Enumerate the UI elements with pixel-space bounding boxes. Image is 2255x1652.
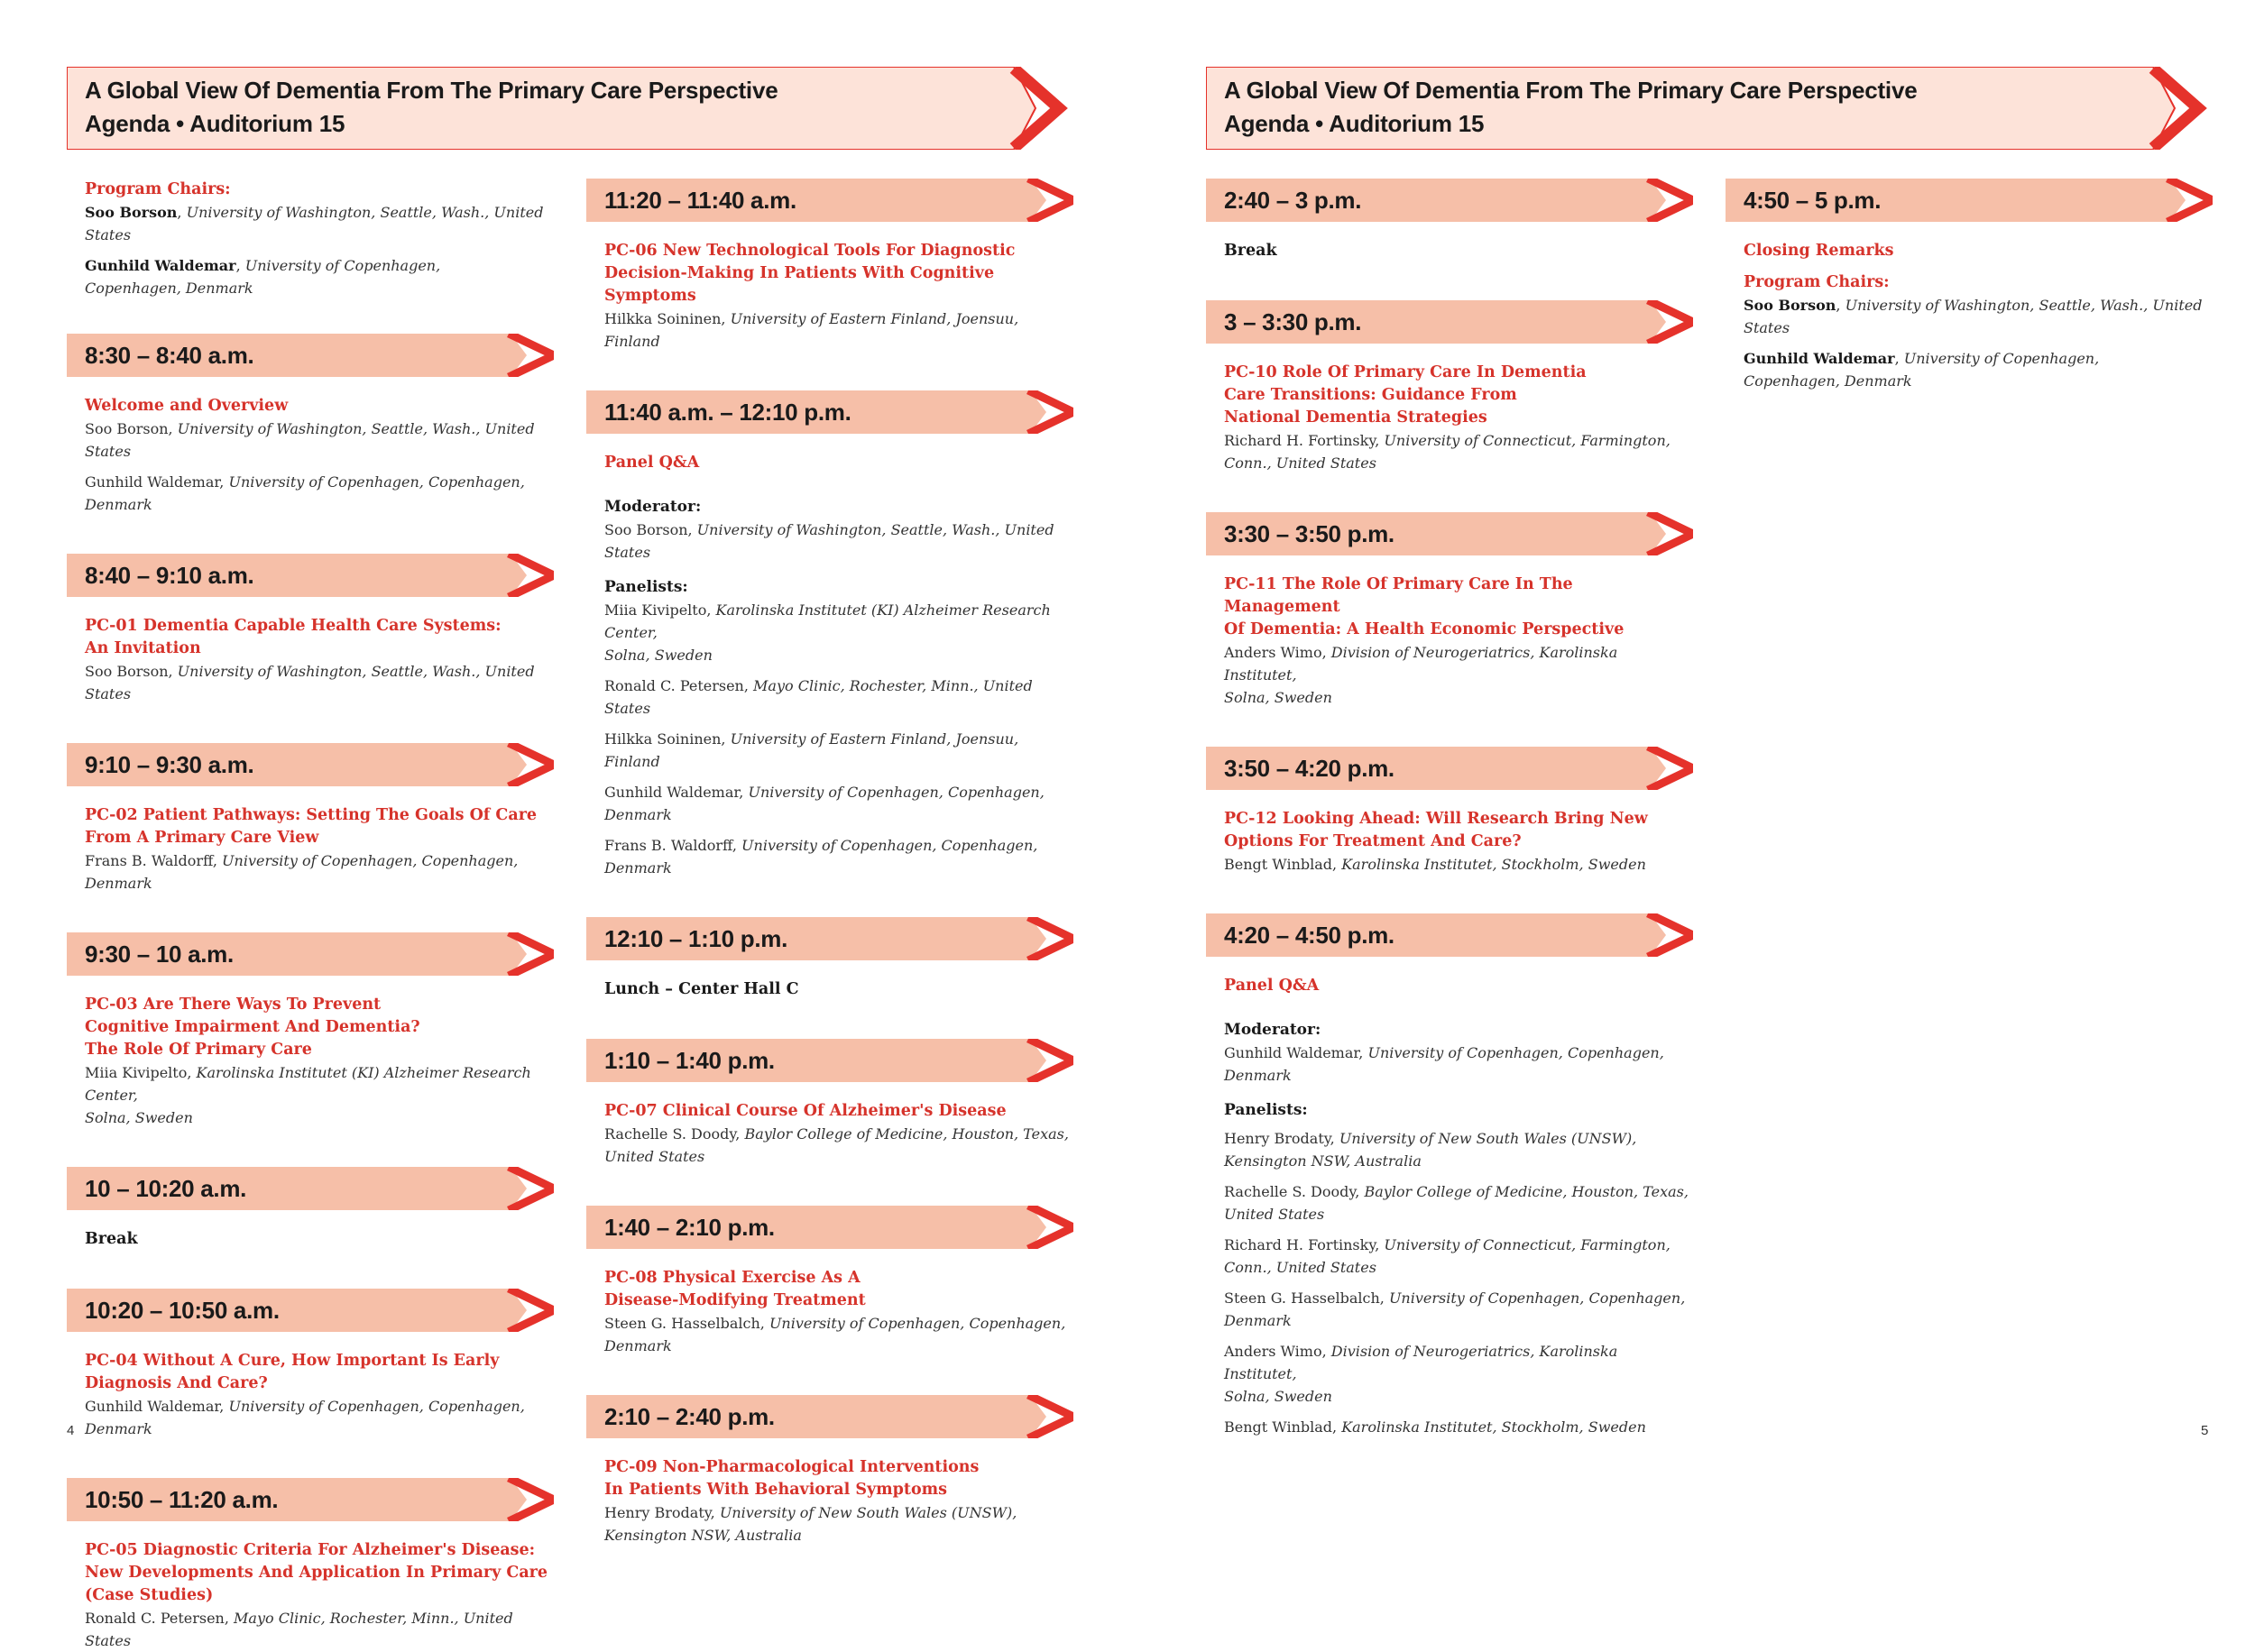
panelists-label: Panelists: [604,578,688,596]
session-block [67,1539,554,1652]
panelist: Bengt Winblad, Karolinska Institutet, Stockholm, Sweden [1224,1418,1646,1436]
speaker-affiliation: University of Eastern Finland, Joensuu, Finland [604,730,1019,770]
column-3 [1206,179,1693,1438]
session-block [586,1267,1073,1357]
panelist: Gunhild Waldemar, University of Copenhagen, Copenhagen, Denmark [604,784,1045,823]
header-title: A Global View Of Dementia From The Primary Care Perspective [1224,77,1918,104]
time-banner [67,554,554,597]
speaker-affiliation: Mayo Clinic, Rochester, Minn., United States [85,1610,513,1649]
speaker-affiliation: University of Eastern Finland, Joensuu, Finland [604,310,1019,350]
session-block [586,1100,1073,1168]
speaker-name: Bengt Winblad [1224,856,1333,873]
left-page-header [67,67,1068,150]
time-label: 1:40 – 2:10 p.m. [604,1214,775,1241]
time-banner [1726,179,2213,222]
speaker-name: Soo Borson [85,420,169,437]
speaker-name: Soo Borson [604,521,688,538]
speaker-name: Ronald C. Petersen [85,1610,225,1627]
panelist: Richard H. Fortinsky, University of Connecticut, Farmington, Conn., United States [1224,1236,1671,1276]
time-label: 9:30 – 10 a.m. [85,941,234,968]
session-title: PC-05 Diagnostic Criteria For Alzheimer's Disease: New Developments And Application In Primary Care (Case Studies) [85,1541,548,1604]
time-banner [67,932,554,976]
session-title: Welcome and Overview [85,397,289,415]
speaker-name: Steen G. Hasselbalch [604,1315,760,1332]
speaker-name: Hilkka Soininen [604,310,722,327]
session-block [67,615,554,705]
time-banner [1206,512,1693,555]
moderator-label: Moderator: [604,498,702,516]
speaker-name: Henry Brodaty [604,1504,711,1521]
session-block [67,1228,554,1251]
time-label: 4:20 – 4:50 p.m. [1224,922,1394,949]
panelist: Henry Brodaty, University of New South Wales (UNSW), Kensington NSW, Australia [1224,1130,1637,1170]
panelist: Miia Kivipelto, Karolinska Institutet (KI) Alzheimer Research Center, Solna, Sweden [604,601,1051,664]
chair-affiliation: University of Washington, Seattle, Wash., United States [85,204,544,243]
session-title: Panel Q&A [604,454,700,472]
speaker-name: Gunhild Waldemar [85,473,220,491]
session-block [1206,240,1693,262]
speaker: Rachelle S. Doody, Baylor College of Medicine, Houston, Texas, United States [604,1125,1069,1165]
time-banner [1206,300,1693,344]
session-block [67,395,554,516]
speaker-name: Rachelle S. Doody [604,1125,736,1143]
speaker: Richard H. Fortinsky, University of Connecticut, Farmington, Conn., United States [1224,432,1671,472]
speaker-affiliation: University of Copenhagen, Copenhagen, Denmark [604,1315,1066,1354]
session-block [67,994,554,1129]
moderator: Soo Borson, University of Washington, Seattle, Wash., United States [604,521,1054,561]
speaker: Hilkka Soininen, University of Eastern Finland, Joensuu, Finland [604,310,1019,350]
speaker-name: Richard H. Fortinsky [1224,1236,1376,1253]
speaker-name: Miia Kivipelto [85,1064,188,1081]
speaker-affiliation: Karolinska Institutet, Stockholm, Sweden [1341,1418,1646,1436]
speaker-affiliation: University of Copenhagen, Copenhagen, Denmark [85,1398,525,1437]
chair-entry: Gunhild Waldemar, University of Copenhagen, Copenhagen, Denmark [85,257,441,297]
speaker-affiliation: University of New South Wales (UNSW), Kensington NSW, Australia [1224,1130,1637,1170]
speaker: Gunhild Waldemar, University of Copenhagen, Copenhagen, Denmark [85,473,525,513]
speaker-name: Hilkka Soininen [604,730,722,748]
speaker-name: Frans B. Waldorff [604,837,732,854]
session-block [1206,362,1693,474]
panelist: Anders Wimo, Division of Neurogeriatrics, Karolinska Institutet, Solna, Sweden [1224,1343,1618,1405]
time-label: 4:50 – 5 p.m. [1744,187,1882,214]
chair-name: Gunhild Waldemar [1744,350,1895,367]
session-block [67,1350,554,1440]
session-title: PC-04 Without A Cure, How Important Is Early Diagnosis And Care? [85,1352,500,1392]
speaker: Ronald C. Petersen, Mayo Clinic, Rochester, Minn., United States [85,1610,513,1649]
speaker-affiliation: Mayo Clinic, Rochester, Minn., United States [604,677,1033,717]
speaker-name: Steen G. Hasselbalch [1224,1289,1380,1307]
time-banner [586,917,1073,960]
time-banner [67,334,554,377]
right-page-header [1206,67,2207,150]
time-banner [586,390,1073,434]
speaker-affiliation: Division of Neurogeriatrics, Karolinska Institutet, Solna, Sweden [1224,1343,1618,1405]
header-subtitle: Agenda • Auditorium 15 [1224,110,1485,137]
spacer [1744,262,2213,271]
time-label: 11:40 a.m. – 12:10 p.m. [604,399,851,426]
time-banner [586,179,1073,222]
speaker-name: Henry Brodaty [1224,1130,1330,1147]
speaker-affiliation: University of Copenhagen, Copenhagen, Denmark [85,473,525,513]
speaker-name: Frans B. Waldorff [85,852,213,869]
speaker-affiliation: Division of Neurogeriatrics, Karolinska Institutet, Solna, Sweden [1224,644,1618,706]
speaker-name: Soo Borson [85,663,169,680]
time-banner [1206,179,1693,222]
speaker-affiliation: University of Copenhagen, Copenhagen, Denmark [85,852,519,892]
session-title: PC-06 New Technological Tools For Diagnostic Decision-Making In Patients With Cognitive Symptoms [604,242,1016,305]
time-label: 3:30 – 3:50 p.m. [1224,520,1394,547]
speaker-affiliation: Baylor College of Medicine, Houston, Texas, United States [604,1125,1069,1165]
session-block [1726,240,2213,392]
time-label: 12:10 – 1:10 p.m. [604,925,788,952]
chair-name: Soo Borson [85,204,178,221]
header-text [1224,74,1917,141]
session-title: PC-09 Non-Pharmacological Interventions In Patients With Behavioral Symptoms [604,1458,980,1499]
panelist: Frans B. Waldorff, University of Copenhagen, Copenhagen, Denmark [604,837,1038,876]
chair-entry: Soo Borson, University of Washington, Seattle, Wash., United States [1744,297,2203,336]
speaker-affiliation: University of Copenhagen, Copenhagen, Denmark [1224,1289,1686,1329]
speaker-affiliation: University of Copenhagen, Copenhagen, Denmark [604,837,1038,876]
time-banner [67,1289,554,1332]
panelists-label: Panelists: [1224,1101,1308,1119]
time-label: 11:20 – 11:40 a.m. [604,187,796,214]
time-banner [1206,747,1693,790]
speaker-affiliation: Karolinska Institutet (KI) Alzheimer Research Center, Solna, Sweden [604,601,1051,664]
session-title: Panel Q&A [1224,977,1320,995]
session-block [67,804,554,895]
session-block [1206,574,1693,709]
session-title: PC-12 Looking Ahead: Will Research Bring New Options For Treatment And Care? [1224,810,1648,850]
session-title: PC-02 Patient Pathways: Setting The Goals Of Care From A Primary Care View [85,806,538,847]
page-number-right: 5 [2201,1423,2209,1438]
chair-affiliation: University of Copenhagen, Copenhagen, Denmark [85,257,441,297]
speaker-name: Richard H. Fortinsky [1224,432,1376,449]
speaker-affiliation: University of Washington, Seattle, Wash., United States [85,420,535,460]
speaker-name: Anders Wimo [1224,1343,1322,1360]
session-title: PC-07 Clinical Course Of Alzheimer's Disease [604,1102,1007,1120]
session-title: PC-01 Dementia Capable Health Care Systems: An Invitation [85,617,502,657]
speaker: Bengt Winblad, Karolinska Institutet, Stockholm, Sweden [1224,856,1646,873]
column-1 [67,179,554,1652]
speaker-affiliation: Karolinska Institutet, Stockholm, Sweden [1341,856,1646,873]
speaker-affiliation: University of Washington, Seattle, Wash., United States [604,521,1054,561]
time-banner [586,1206,1073,1249]
session-block [586,452,1073,879]
speaker-name: Miia Kivipelto [604,601,707,619]
session-title: Break [85,1230,138,1248]
speaker: Gunhild Waldemar, University of Copenhagen, Copenhagen, Denmark [85,1398,525,1437]
panelist: Hilkka Soininen, University of Eastern Finland, Joensuu, Finland [604,730,1019,770]
speaker-affiliation: Karolinska Institutet (KI) Alzheimer Research Center, Solna, Sweden [85,1064,531,1126]
panelist: Steen G. Hasselbalch, University of Copenhagen, Copenhagen, Denmark [1224,1289,1686,1329]
chair-name: Gunhild Waldemar [85,257,236,274]
time-label: 9:10 – 9:30 a.m. [85,751,254,778]
session-block [1206,975,1693,1438]
chair-name: Soo Borson [1744,297,1836,314]
column-2 [586,179,1073,1546]
session-block [586,978,1073,1001]
chair-entry: Gunhild Waldemar, University of Copenhagen, Copenhagen, Denmark [1744,350,2100,390]
time-label: 10 – 10:20 a.m. [85,1175,247,1202]
time-banner [67,1478,554,1521]
time-label: 3:50 – 4:20 p.m. [1224,755,1394,782]
session-block [1206,808,1693,876]
speaker: Miia Kivipelto, Karolinska Institutet (KI) Alzheimer Research Center, Solna, Sweden [85,1064,531,1126]
time-label: 2:40 – 3 p.m. [1224,187,1362,214]
session-title: Lunch – Center Hall C [604,980,799,998]
header-text [85,74,778,141]
speaker: Soo Borson, University of Washington, Seattle, Wash., United States [85,420,535,460]
time-label: 2:10 – 2:40 p.m. [604,1403,775,1430]
speaker-name: Gunhild Waldemar [1224,1044,1359,1061]
chair-affiliation: University of Washington, Seattle, Wash., United States [1744,297,2203,336]
time-label: 1:10 – 1:40 p.m. [604,1047,775,1074]
speaker: Henry Brodaty, University of New South Wales (UNSW), Kensington NSW, Australia [604,1504,1017,1544]
program-chairs-block [67,179,554,299]
time-banner [67,1167,554,1210]
speaker-affiliation: University of Connecticut, Farmington, Conn., United States [1224,432,1671,472]
chair-entry: Soo Borson, University of Washington, Seattle, Wash., United States [85,204,544,243]
speaker-affiliation: University of New South Wales (UNSW), Kensington NSW, Australia [604,1504,1017,1544]
speaker-name: Gunhild Waldemar [85,1398,220,1415]
session-title: Break [1224,242,1277,260]
session-title: PC-03 Are There Ways To Prevent Cognitive Impairment And Dementia? The Role Of Primary Care [85,996,420,1059]
header-title: A Global View Of Dementia From The Primary Care Perspective [85,77,778,104]
column-4 [1726,179,2213,430]
time-banner [67,743,554,786]
speaker-affiliation: University of Copenhagen, Copenhagen, Denmark [604,784,1045,823]
speaker: Soo Borson, University of Washington, Seattle, Wash., United States [85,663,535,702]
time-label: 8:40 – 9:10 a.m. [85,562,254,589]
speaker: Anders Wimo, Division of Neurogeriatrics, Karolinska Institutet, Solna, Sweden [1224,644,1618,706]
moderator-label: Moderator: [1224,1021,1321,1039]
time-label: 8:30 – 8:40 a.m. [85,342,254,369]
speaker-affiliation: University of Copenhagen, Copenhagen, Denmark [1224,1044,1664,1084]
panelist: Rachelle S. Doody, Baylor College of Medicine, Houston, Texas, United States [1224,1183,1689,1223]
speaker-name: Gunhild Waldemar [604,784,740,801]
header-subtitle: Agenda • Auditorium 15 [85,110,345,137]
time-label: 10:50 – 11:20 a.m. [85,1486,279,1513]
page-number-left: 4 [67,1423,75,1438]
session-block [586,1456,1073,1546]
time-banner [586,1039,1073,1082]
speaker: Steen G. Hasselbalch, University of Copenhagen, Copenhagen, Denmark [604,1315,1066,1354]
program-chairs-label: Program Chairs: [85,180,231,198]
session-block [586,240,1073,353]
speaker-affiliation: University of Washington, Seattle, Wash., United States [85,663,535,702]
session-title: PC-11 The Role Of Primary Care In The Management Of Dementia: A Health Economic Perspective [1224,575,1625,638]
speaker-name: Ronald C. Petersen [604,677,744,694]
speaker-name: Bengt Winblad [1224,1418,1333,1436]
time-banner [1206,913,1693,957]
panelist: Ronald C. Petersen, Mayo Clinic, Rochester, Minn., United States [604,677,1033,717]
chair-affiliation: University of Copenhagen, Copenhagen, Denmark [1744,350,2100,390]
moderator: Gunhild Waldemar, University of Copenhagen, Copenhagen, Denmark [1224,1044,1664,1084]
program-chairs-label: Program Chairs: [1744,273,1890,291]
session-title: PC-08 Physical Exercise As A Disease-Modifying Treatment [604,1269,866,1309]
time-label: 3 – 3:30 p.m. [1224,308,1362,335]
time-label: 10:20 – 10:50 a.m. [85,1297,280,1324]
speaker-name: Anders Wimo [1224,644,1322,661]
session-title: PC-10 Role Of Primary Care In Dementia Care Transitions: Guidance From National Dementia Strategies [1224,363,1587,427]
speaker-affiliation: Baylor College of Medicine, Houston, Texas, United States [1224,1183,1689,1223]
session-title: Closing Remarks [1744,242,1894,260]
time-banner [586,1395,1073,1438]
speaker: Frans B. Waldorff, University of Copenhagen, Copenhagen, Denmark [85,852,519,892]
speaker-affiliation: University of Connecticut, Farmington, Conn., United States [1224,1236,1671,1276]
speaker-name: Rachelle S. Doody [1224,1183,1356,1200]
